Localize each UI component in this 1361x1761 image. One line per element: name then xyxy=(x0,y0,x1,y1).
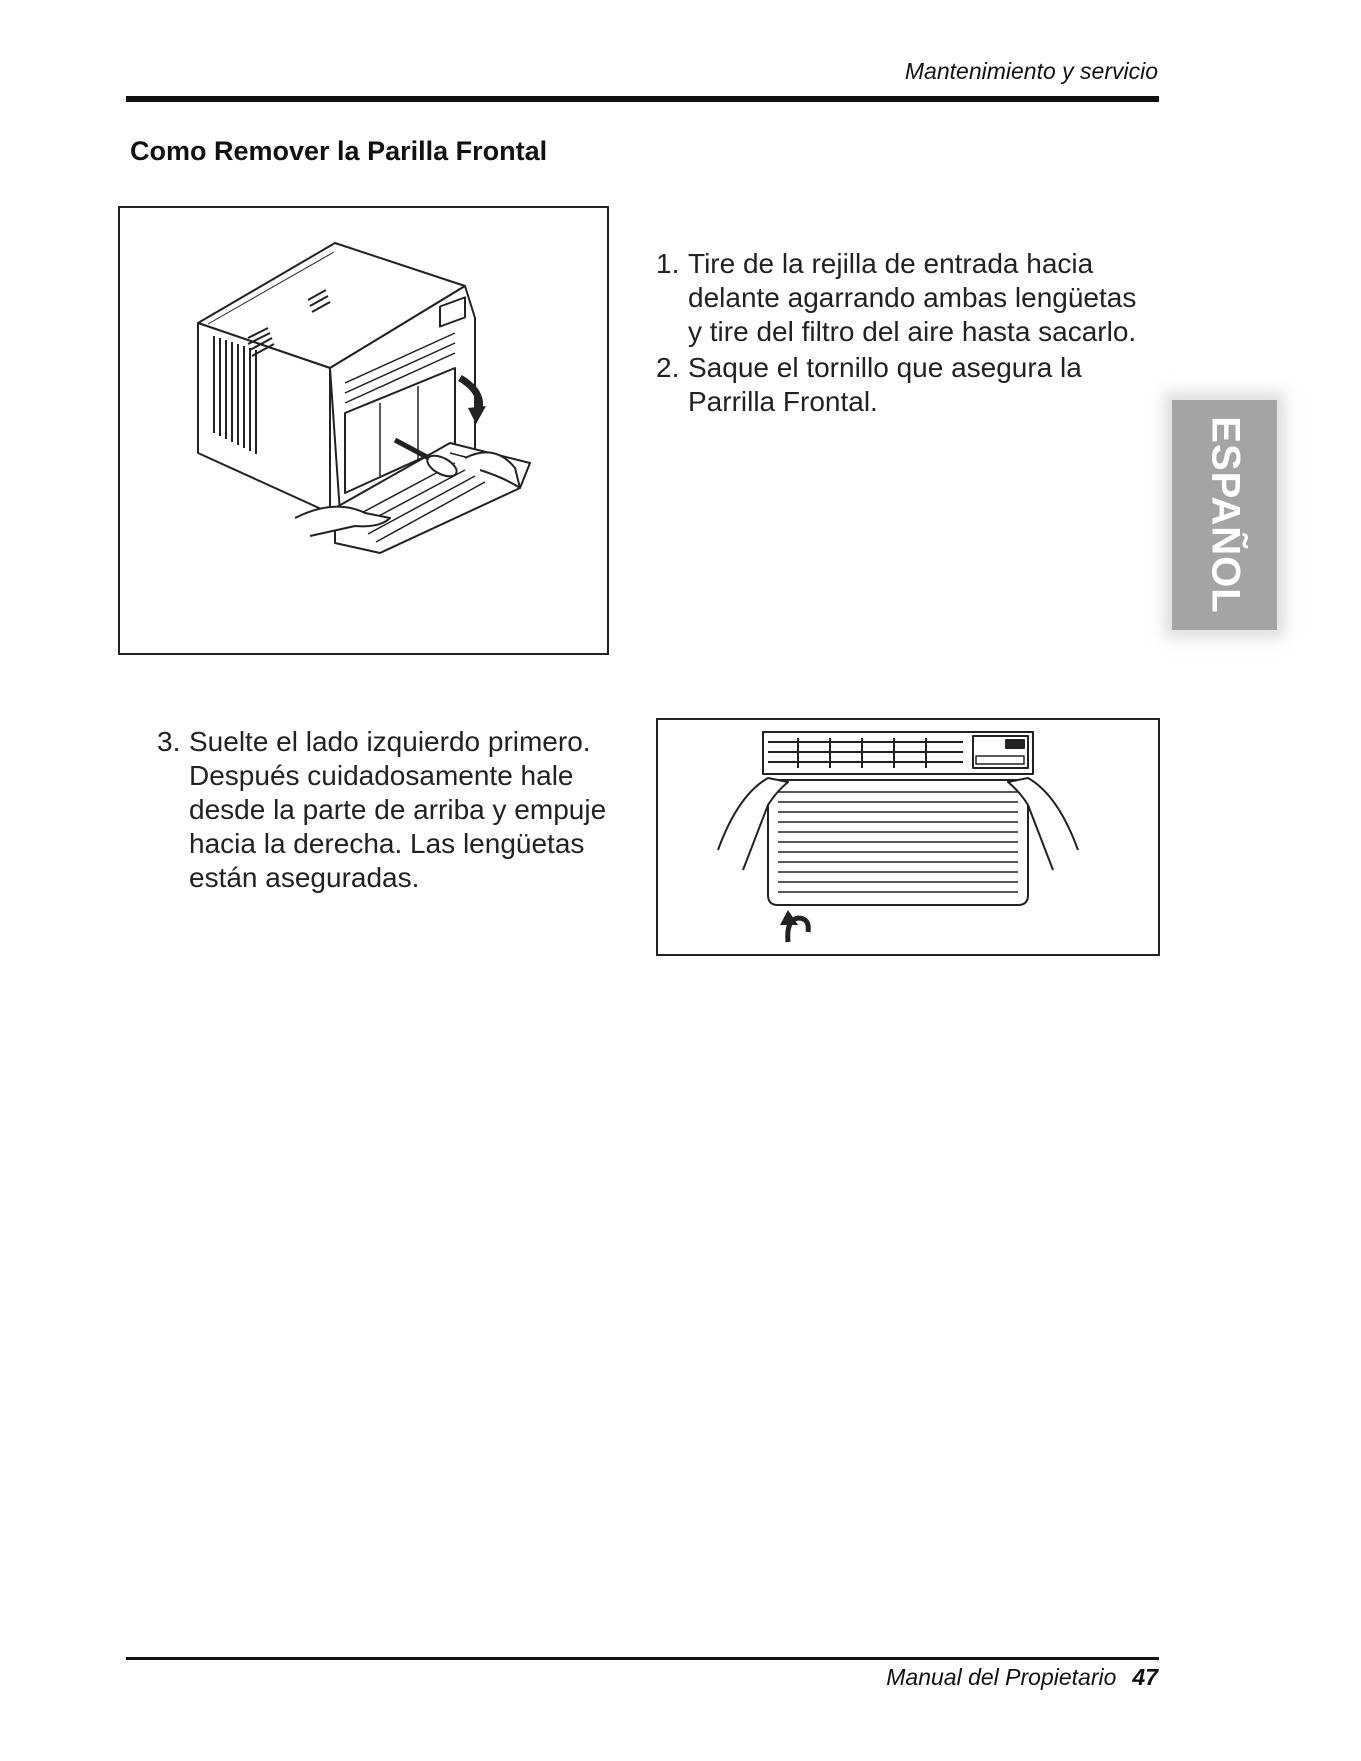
footer-manual-title: Manual del Propietario xyxy=(886,1664,1117,1690)
step-number: 2. xyxy=(656,352,680,383)
step-item xyxy=(656,351,1156,419)
footer xyxy=(886,1664,1158,1691)
step-text: Tire de la rejilla de entrada hacia delante agarrando ambas lengüetas y tire del filtro del aire hasta sacarlo. xyxy=(688,248,1137,347)
step-text: Saque el tornillo que asegura la Parrilla Frontal. xyxy=(688,352,1082,417)
language-tab-label: ESPAÑOL xyxy=(1203,416,1247,614)
figure-front-grille-removal xyxy=(656,718,1160,956)
page-number: 47 xyxy=(1132,1664,1158,1690)
step-text: Suelte el lado izquierdo primero. Después cuidadosamente hale desde la parte de arriba y empuje hacia la derecha. Las lengüetas están aseguradas. xyxy=(189,726,607,893)
step-item xyxy=(656,247,1156,349)
front-grille-illustration xyxy=(658,720,1158,954)
footer-rule xyxy=(126,1657,1159,1660)
running-header: Mantenimiento y servicio xyxy=(904,58,1158,84)
step-item xyxy=(157,725,627,895)
step-number: 3. xyxy=(157,726,181,757)
figure-ac-open-grille xyxy=(118,206,609,655)
language-tab xyxy=(1172,400,1277,630)
step-number: 1. xyxy=(656,248,680,279)
steps-list-a xyxy=(656,247,1156,421)
section-title: Como Remover la Parilla Frontal xyxy=(130,136,548,166)
header-rule xyxy=(126,96,1159,102)
steps-list-b xyxy=(157,725,627,897)
ac-unit-illustration xyxy=(120,208,607,653)
